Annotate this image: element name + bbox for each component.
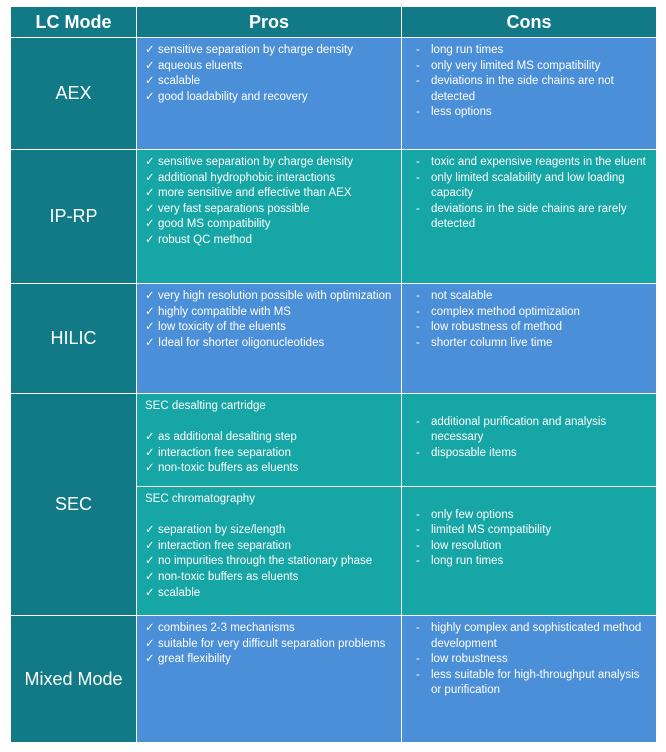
pro-item: ✓ robust QC method xyxy=(145,233,395,249)
dash-icon: - xyxy=(416,290,420,302)
pro-item: ✓ interaction free separation xyxy=(145,446,395,462)
pro-item: ✓ scalable xyxy=(145,74,395,90)
pro-item: ✓ sensitive separation by charge density xyxy=(145,155,395,171)
dash-icon: - xyxy=(416,305,420,318)
cons-sec xyxy=(402,394,657,616)
sec-chromatography-title: SEC chromatography xyxy=(145,493,255,505)
pros-aex xyxy=(137,38,402,150)
mode-aex: AEX xyxy=(11,38,137,150)
pro-item: ✓ aqueous eluents xyxy=(145,59,395,75)
sec-desalting-pros xyxy=(137,394,401,487)
dash-icon: - xyxy=(416,524,420,537)
check-icon: ✓ xyxy=(145,233,155,246)
pro-item: ✓ good loadability and recovery xyxy=(145,90,395,106)
check-icon: ✓ xyxy=(145,75,155,88)
con-item: - only very limited MS compatibility xyxy=(410,59,650,75)
check-icon: ✓ xyxy=(145,637,155,650)
check-icon: ✓ xyxy=(145,305,155,318)
dash-icon: - xyxy=(416,555,420,568)
dash-icon: - xyxy=(416,59,420,72)
dash-icon: - xyxy=(416,75,420,88)
pros-ip-rp xyxy=(137,150,402,284)
dash-icon: - xyxy=(416,336,420,349)
pro-item: ✓ additional hydrophobic interactions xyxy=(145,171,395,187)
check-icon: ✓ xyxy=(145,570,155,583)
con-item: - limited MS compatibility xyxy=(410,523,650,539)
pros-hilic xyxy=(137,284,402,394)
pro-item: ✓ combines 2-3 mechanisms xyxy=(145,621,395,637)
sec-desalting-cons xyxy=(402,394,656,487)
check-icon: ✓ xyxy=(145,290,155,302)
con-item: - not scalable xyxy=(410,289,650,305)
pro-item: ✓ sensitive separation by charge density xyxy=(145,43,395,59)
pro-item: ✓ as additional desalting step xyxy=(145,430,395,446)
pro-item: ✓ non-toxic buffers as eluents xyxy=(145,570,395,586)
con-item: - only few options xyxy=(410,508,650,524)
dash-icon: - xyxy=(416,44,420,56)
con-item: - low resolution xyxy=(410,539,650,555)
pro-item: ✓ no impurities through the stationary phase xyxy=(145,554,395,570)
con-item: - additional purification and analysis necessary xyxy=(416,415,607,444)
check-icon: ✓ xyxy=(145,202,155,215)
dash-icon: - xyxy=(416,171,420,184)
check-icon: ✓ xyxy=(145,218,155,231)
check-icon: ✓ xyxy=(145,321,155,334)
cons-mixed-mode xyxy=(402,616,657,743)
con-item: - long run times xyxy=(410,554,650,570)
mode-ip-rp: IP-RP xyxy=(11,150,137,284)
dash-icon: - xyxy=(416,321,420,334)
check-icon: ✓ xyxy=(145,187,155,200)
check-icon: ✓ xyxy=(145,524,155,537)
dash-icon: - xyxy=(416,539,420,552)
check-icon: ✓ xyxy=(145,586,155,599)
pro-item: ✓ very high resolution possible with optimization xyxy=(145,289,395,305)
check-icon: ✓ xyxy=(145,539,155,552)
mode-mixed-mode: Mixed Mode xyxy=(11,616,137,743)
dash-icon: - xyxy=(416,156,420,168)
pro-item: ✓ very fast separations possible xyxy=(145,202,395,218)
check-icon: ✓ xyxy=(145,462,155,475)
check-icon: ✓ xyxy=(145,653,155,666)
check-icon: ✓ xyxy=(145,59,155,72)
dash-icon: - xyxy=(416,415,420,428)
pro-item: ✓ separation by size/length xyxy=(145,523,395,539)
con-item: - shorter column live time xyxy=(410,336,650,352)
pros-sec xyxy=(137,394,402,616)
pros-mixed-mode xyxy=(137,616,402,743)
con-item: - low robustness of method xyxy=(410,320,650,336)
dash-icon: - xyxy=(416,508,420,521)
dash-icon: - xyxy=(416,106,420,119)
sec-chromatography-cons xyxy=(402,487,656,615)
dash-icon: - xyxy=(416,668,420,681)
dash-icon: - xyxy=(416,202,420,215)
pro-item: ✓ suitable for very difficult separation problems xyxy=(145,637,395,653)
pro-item: ✓ low toxicity of the eluents xyxy=(145,320,395,336)
con-item: - long run times xyxy=(410,43,650,59)
pro-item: ✓ highly compatible with MS xyxy=(145,305,395,321)
cons-aex xyxy=(402,38,657,150)
con-item: - complex method optimization xyxy=(410,305,650,321)
check-icon: ✓ xyxy=(145,622,155,634)
dash-icon: - xyxy=(416,446,420,459)
con-item: - highly complex and sophisticated method development xyxy=(416,622,642,650)
check-icon: ✓ xyxy=(145,446,155,459)
cons-hilic xyxy=(402,284,657,394)
check-icon: ✓ xyxy=(145,555,155,568)
con-item: - deviations in the side chains are not detected xyxy=(416,75,614,103)
dash-icon: - xyxy=(416,622,420,634)
pro-item: ✓ interaction free separation xyxy=(145,539,395,555)
check-icon: ✓ xyxy=(145,44,155,56)
check-icon: ✓ xyxy=(145,90,155,103)
pro-item: ✓ scalable xyxy=(145,586,395,602)
con-item: - less suitable for high-throughput analysis or purification xyxy=(416,668,640,697)
con-item: - only limited scalability and low loading capacity xyxy=(416,171,625,200)
pro-item: ✓ Ideal for shorter oligonucleotides xyxy=(145,336,395,352)
con-item: - less options xyxy=(410,105,650,121)
con-item: - deviations in the side chains are rarely detected xyxy=(416,202,627,231)
con-item: - low robustness xyxy=(410,652,650,668)
pro-item: ✓ good MS compatibility xyxy=(145,217,395,233)
check-icon: ✓ xyxy=(145,431,155,444)
pro-item: ✓ great flexibility xyxy=(145,652,395,668)
mode-sec: SEC xyxy=(11,394,137,616)
mode-hilic: HILIC xyxy=(11,284,137,394)
cons-ip-rp xyxy=(402,150,657,284)
sec-chromatography-pros xyxy=(137,487,401,615)
con-item: - disposable items xyxy=(410,446,650,462)
lc-mode-comparison-table xyxy=(10,6,657,743)
pro-item: ✓ non-toxic buffers as eluents xyxy=(145,461,395,477)
check-icon: ✓ xyxy=(145,156,155,168)
sec-desalting-title: SEC desalting cartridge xyxy=(145,400,266,412)
dash-icon: - xyxy=(416,653,420,666)
check-icon: ✓ xyxy=(145,336,155,349)
header-lc-mode: LC Mode xyxy=(11,7,137,38)
header-cons: Cons xyxy=(402,7,657,38)
header-pros: Pros xyxy=(137,7,402,38)
pro-item: ✓ more sensitive and effective than AEX xyxy=(145,186,395,202)
check-icon: ✓ xyxy=(145,171,155,184)
con-item: - toxic and expensive reagents in the eluent xyxy=(410,155,650,171)
